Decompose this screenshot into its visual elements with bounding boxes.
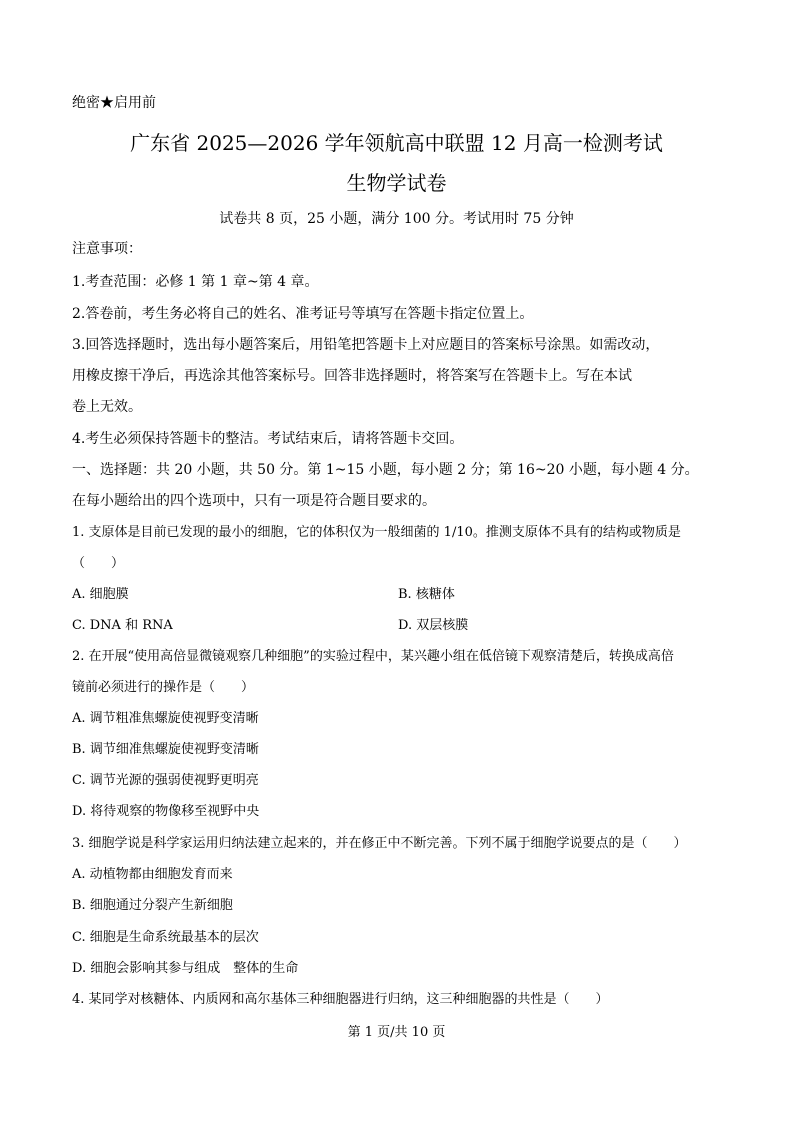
q3-option-d: D. 细胞会影响其参与组成 整体的生命 [72,961,299,976]
note-3-line-1: 3.回答选择题时，选出每小题答案后，用铅笔把答题卡上对应题目的答案标号涂黑。如需改动， [72,337,660,353]
q2-stem-line-2: 镜前必须进行的操作是（ ） [72,680,255,695]
q1-option-d: D. 双层核膜 [398,618,469,633]
q3-option-a: A. 动植物都由细胞发育而来 [72,867,233,882]
q2-stem-line-1: 2. 在开展“使用高倍显微镜观察几种细胞”的实验过程中，某兴趣小组在低倍镜下观察清楚后，转换成高倍 [72,649,674,664]
q2-option-b: B. 调节细准焦螺旋使视野变清晰 [72,742,259,757]
q2-option-a: A. 调节粗准焦螺旋使视野变清晰 [72,711,259,726]
secret-mark: 绝密★启用前 [72,95,156,111]
note-4: 4.考生必须保持答题卡的整洁。考试结束后，请将答题卡交回。 [72,431,464,447]
q4-stem: 4. 某同学对核糖体、内质网和高尔基体三种细胞器进行归纳，这三种细胞器的共性是（ ） [72,992,609,1007]
q3-option-b: B. 细胞通过分裂产生新细胞 [72,898,233,913]
note-3-line-2: 用橡皮擦干净后，再选涂其他答案标号。回答非选择题时，将答案写在答题卡上。写在本试 [72,368,632,384]
q3-stem: 3. 细胞学说是科学家运用归纳法建立起来的，并在修正中不断完善。下列不属于细胞学说要点的是（ ） [72,836,687,851]
exam-title: 广东省 2025—2026 学年领航高中联盟 12 月高一检测考试 [130,131,663,155]
section-1-line-1: 一、选择题：共 20 小题，共 50 分。第 1~15 小题，每小题 2 分；第 16~20 小题，每小题 4 分。 [72,462,699,478]
q2-option-c: C. 调节光源的强弱使视野更明亮 [72,773,259,788]
section-1-line-2: 在每小题给出的四个选项中，只有一项是符合题目要求的。 [72,493,436,509]
note-1: 1.考查范围：必修 1 第 1 章~第 4 章。 [72,274,319,290]
page-footer: 第 1 页/共 10 页 [347,1025,446,1040]
q1-option-c: C. DNA 和 RNA [72,618,173,633]
q1-stem-line-2: （ ） [72,556,125,571]
notes-heading: 注意事项： [72,241,142,257]
q1-stem-line-1: 1. 支原体是目前已发现的最小的细胞，它的体积仅为一般细菌的 1/10。推测支原体不具有的结构或物质是 [72,525,681,540]
q2-option-d: D. 将待观察的物像移至视野中央 [72,804,260,819]
note-3-line-3: 卷上无效。 [72,399,142,415]
q1-option-a: A. 细胞膜 [72,587,129,602]
note-2: 2.答卷前，考生务必将自己的姓名、准考证号等填写在答题卡指定位置上。 [72,306,534,322]
q3-option-c: C. 细胞是生命系统最基本的层次 [72,930,259,945]
exam-subtitle: 生物学试卷 [346,171,447,195]
q1-option-b: B. 核糖体 [398,587,455,602]
exam-info: 试卷共 8 页，25 小题，满分 100 分。考试用时 75 分钟 [219,211,574,227]
